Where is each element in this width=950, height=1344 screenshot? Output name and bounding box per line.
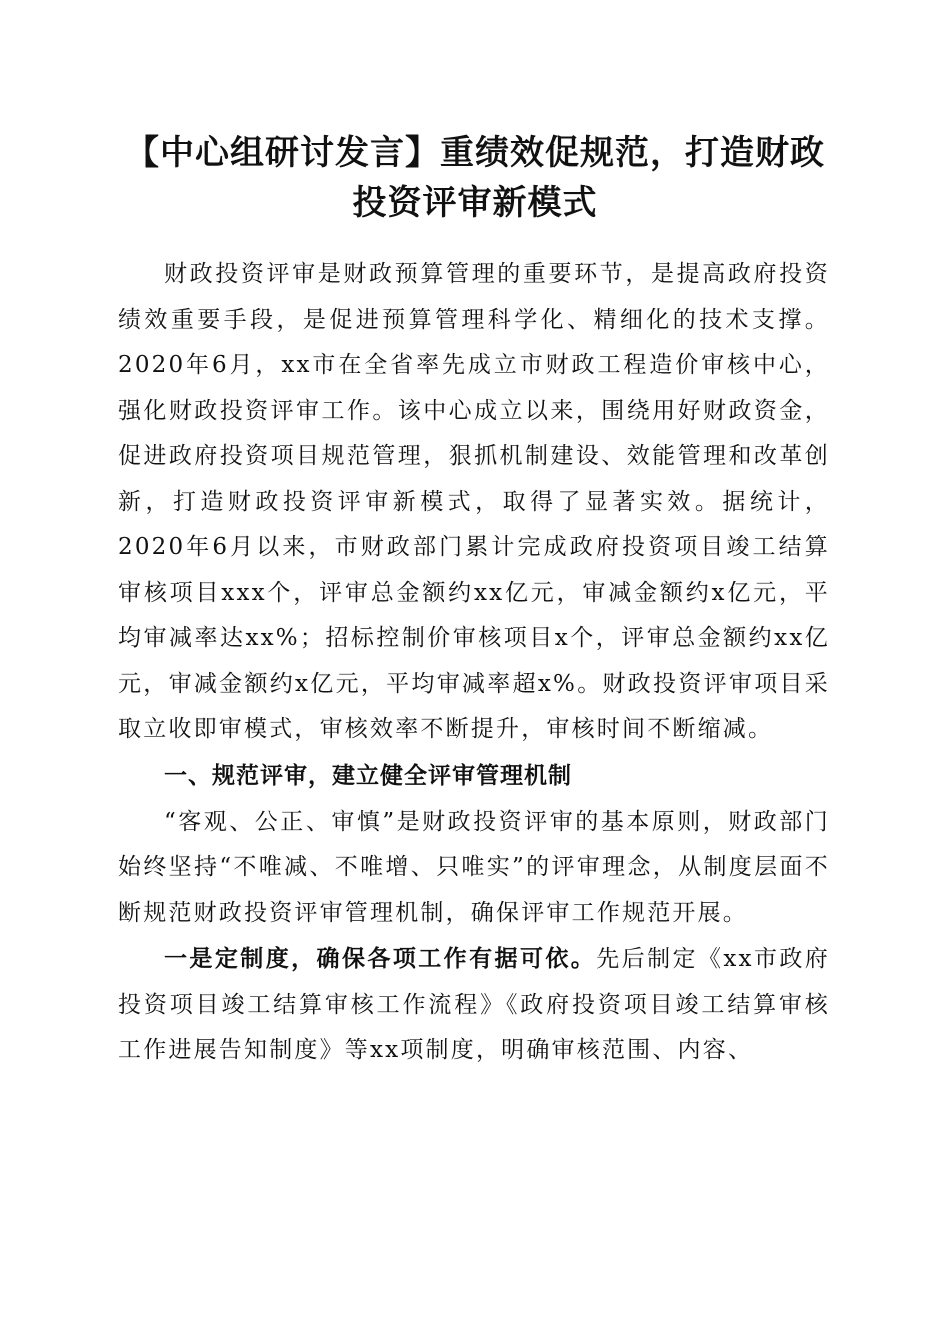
title-line-2: 投资评审新模式 — [352, 183, 598, 223]
intro-paragraph: 财政投资评审是财政预算管理的重要环节，是提高政府投资绩效重要手段，是促进预算管理科学化、精细化的技术支撑。2020年6月，xx市在全省率先成立市财政工程造价审核中心，强化财政投资评审工作。该中心成立以来，围绕用好财政资金，促进政府投资项目规范管理，狠抓机制建设、效能管理和改革创新，打造财政投资评审新模式，取得了显著实效。据统计，2020年6月以来，市财政部门累计完成政府投资项目竣工结算审核项目xxx个，评审总金额约xx亿元，审减金额约x亿元，平均审减率达xx%；招标控制价审核项目x个，评审总金额约xx亿元，审减金额约x亿元，平均审减率超x%。财政投资评审项目采取立收即审模式，审核效率不断提升，审核时间不断缩减。 — [118, 261, 830, 742]
institution-text: 先后制定《xx市政府投资项目竣工结算审核工作流程》《政府投资项目竣工结算审核工作进展告知制度》等xx项制度，明确审核范围、内容、 — [118, 946, 830, 1063]
document-body — [118, 252, 830, 1074]
document-title — [100, 128, 850, 228]
institution-lead: 一是定制度，确保各项工作有据可依。 — [164, 945, 597, 972]
section-heading-1: 一、规范评审，建立健全评审管理机制 — [164, 762, 572, 789]
title-line-1: 【中心组研讨发言】重绩效促规范，打造财政 — [125, 133, 825, 173]
institution-paragraph — [118, 936, 830, 1074]
principle-paragraph: “客观、公正、审慎”是财政投资评审的基本原则，财政部门始终坚持“不唯减、不唯增、只唯实”的评审理念，从制度层面不断规范财政投资评审管理机制，确保评审工作规范开展。 — [118, 808, 830, 926]
